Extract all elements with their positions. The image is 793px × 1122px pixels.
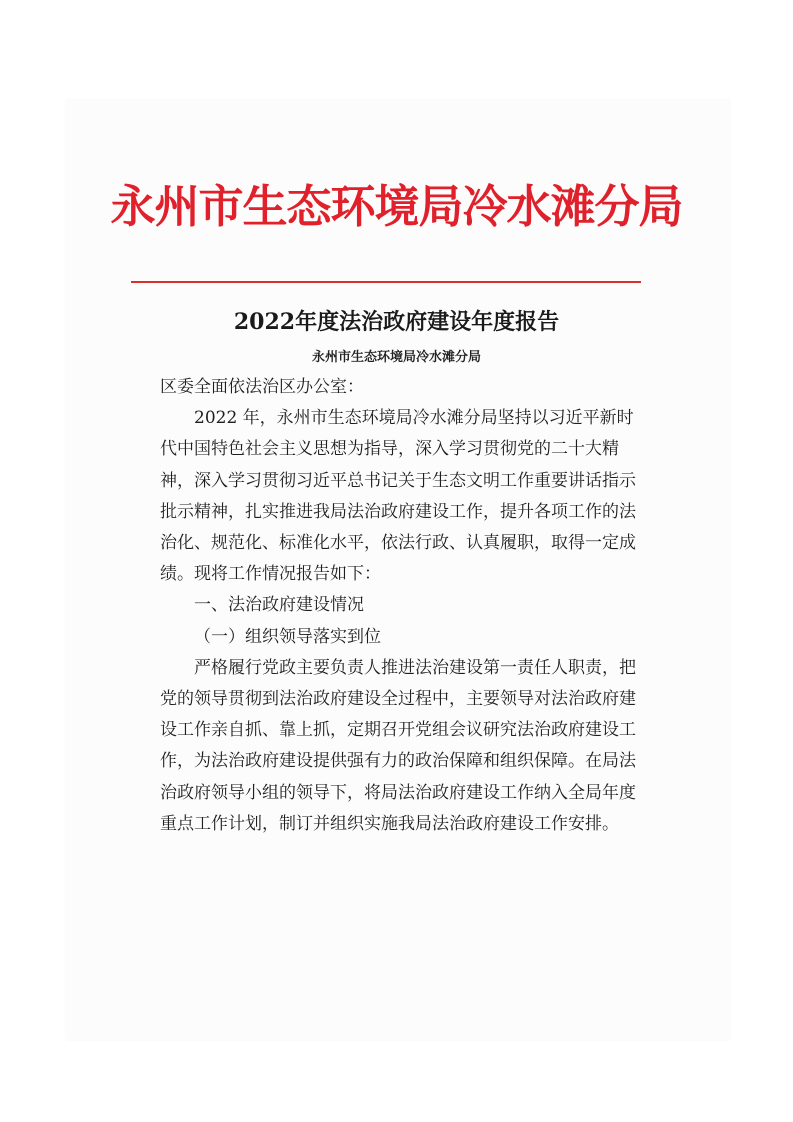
letterhead-divider [131,281,641,283]
paragraph-organization: 严格履行党政主要负责人推进法治建设第一责任人职责，把党的领导贯彻到法治政府建设全过程中，主要领导对法治政府建设工作亲自抓、靠上抓，定期召开党组会议研究法治政府建设工作，为法治政府建设提供强有力的政治保障和组织保障。在局法治政府领导小组的领导下，将局法治政府建设工作纳入全局年度重点工作计划，制订并组织实施我局法治政府建设工作安排。 [160,657,636,834]
issuer-name: 永州市生态环境局冷水滩分局 [311,350,481,365]
section-heading: 一、法治政府建设情况 [194,595,364,616]
subsection-heading: （一）组织领导落实到位 [194,626,381,647]
document-body [160,372,640,840]
salutation: 区委全面依法治区办公室： [160,377,364,397]
report-title: 2022年度法治政府建设年度报告 [233,309,560,335]
letterhead-title: 永州市生态环境局冷水滩分局 [110,180,683,233]
paragraph-intro: 2022 年，永州市生态环境局冷水滩分局坚持以习近平新时代中国特色社会主义思想为指导，深入学习贯彻党的二十大精神，深入学习贯彻习近平总书记关于生态文明工作重要讲话指示批示精神，扎实推进我局法治政府建设工作，提升各项工作的法治化、规范化、标准化水平，依法行政、认真履职，取得一定成绩。现将工作情况报告如下： [160,408,636,585]
